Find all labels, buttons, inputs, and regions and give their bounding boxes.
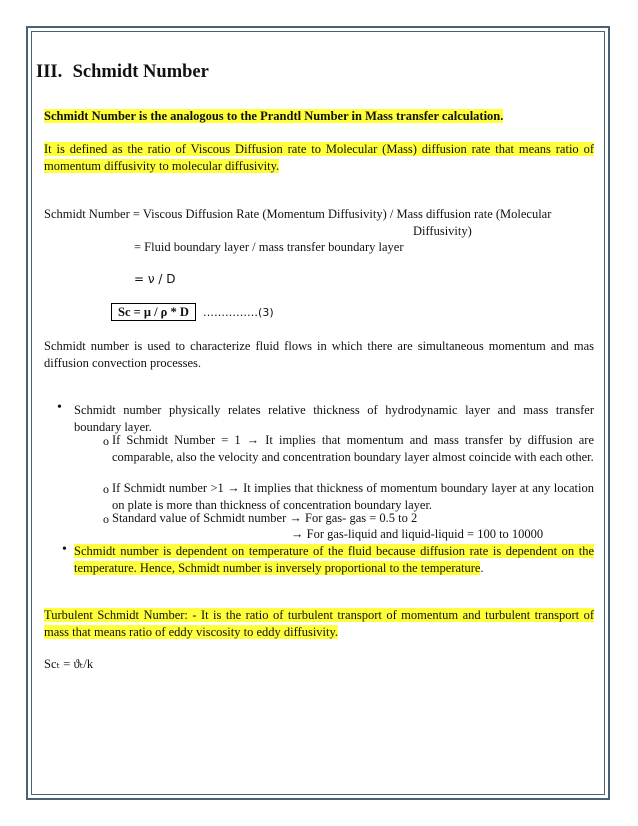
section-title: Schmidt Number	[72, 62, 209, 82]
subitem-1-text: If Schmidt Number = 1 → It implies that momentum and mass transfer by diffusion are comparable, also the velocity and concentration boundary layer almost coincide with each other.	[112, 433, 594, 464]
sub-marker-1: o	[103, 434, 109, 448]
subitem-2-text: If Schmidt number >1 → It implies that thickness of momentum boundary layer at any location on plate is more than thickness of concentration boundary layer.	[112, 481, 594, 512]
turbulent-paragraph	[44, 607, 594, 641]
equation-number: ……………(3)	[203, 306, 274, 319]
usage-paragraph: Schmidt number is used to characterize fluid flows in which there are simultaneous momentum and mas diffusion convection processes.	[44, 339, 594, 370]
definition-paragraph	[44, 141, 594, 175]
intro-paragraph	[44, 108, 594, 125]
schmidt-formula-box: Sc = μ / ρ * D	[111, 303, 196, 321]
subitem-3: Standard value of Schmidt number → For gas- gas = 0.5 to 2	[112, 511, 418, 525]
equation-boxed-row	[111, 304, 274, 321]
turbulent-formula: Scₜ = ϑₜ/k	[44, 657, 94, 671]
bullet-2-text: Schmidt number is dependent on temperature of the fluid because diffusion rate is dependent on the temperature. Hence, Schmidt number is inversely proportional to the temperature	[74, 544, 594, 575]
bullet-2-period: .	[480, 561, 484, 575]
equation-line-1: Schmidt Number = Viscous Diffusion Rate (Momentum Diffusivity) / Mass diffusion rate (Molecular	[44, 207, 552, 221]
bullet-2	[74, 543, 594, 577]
turbulent-text: Turbulent Schmidt Number: - It is the ratio of turbulent transport of momentum and turbulent transport of mass that means ratio of eddy viscosity to eddy diffusivity.	[44, 608, 594, 639]
sub-marker-2: o	[103, 482, 109, 496]
equation-line-3: = ν / D	[134, 272, 176, 286]
sub-marker-3: o	[103, 512, 109, 526]
section-number: III.	[36, 62, 63, 82]
bullet-marker-2: •	[62, 542, 67, 557]
subitem-1	[112, 432, 594, 466]
subitem-2	[112, 480, 594, 514]
intro-text: Schmidt Number is the analogous to the Prandtl Number in Mass transfer calculation.	[44, 109, 504, 123]
equation-line-1-cont: Diffusivity)	[413, 224, 472, 238]
subitem-3-continuation: → For gas-liquid and liquid-liquid = 100 to 10000	[291, 527, 544, 541]
section-heading	[36, 62, 209, 83]
bullet-1-text: Schmidt number physically relates relative thickness of hydrodynamic layer and mass transfer boundary layer.	[74, 403, 594, 434]
equation-line-2: = Fluid boundary layer / mass transfer boundary layer	[134, 240, 404, 254]
bullet-marker-1: •	[57, 400, 62, 415]
definition-text: It is defined as the ratio of Viscous Diffusion rate to Molecular (Mass) diffusion rate that means ratio of momentum diffusivity to molecular diffusivity.	[44, 142, 594, 173]
